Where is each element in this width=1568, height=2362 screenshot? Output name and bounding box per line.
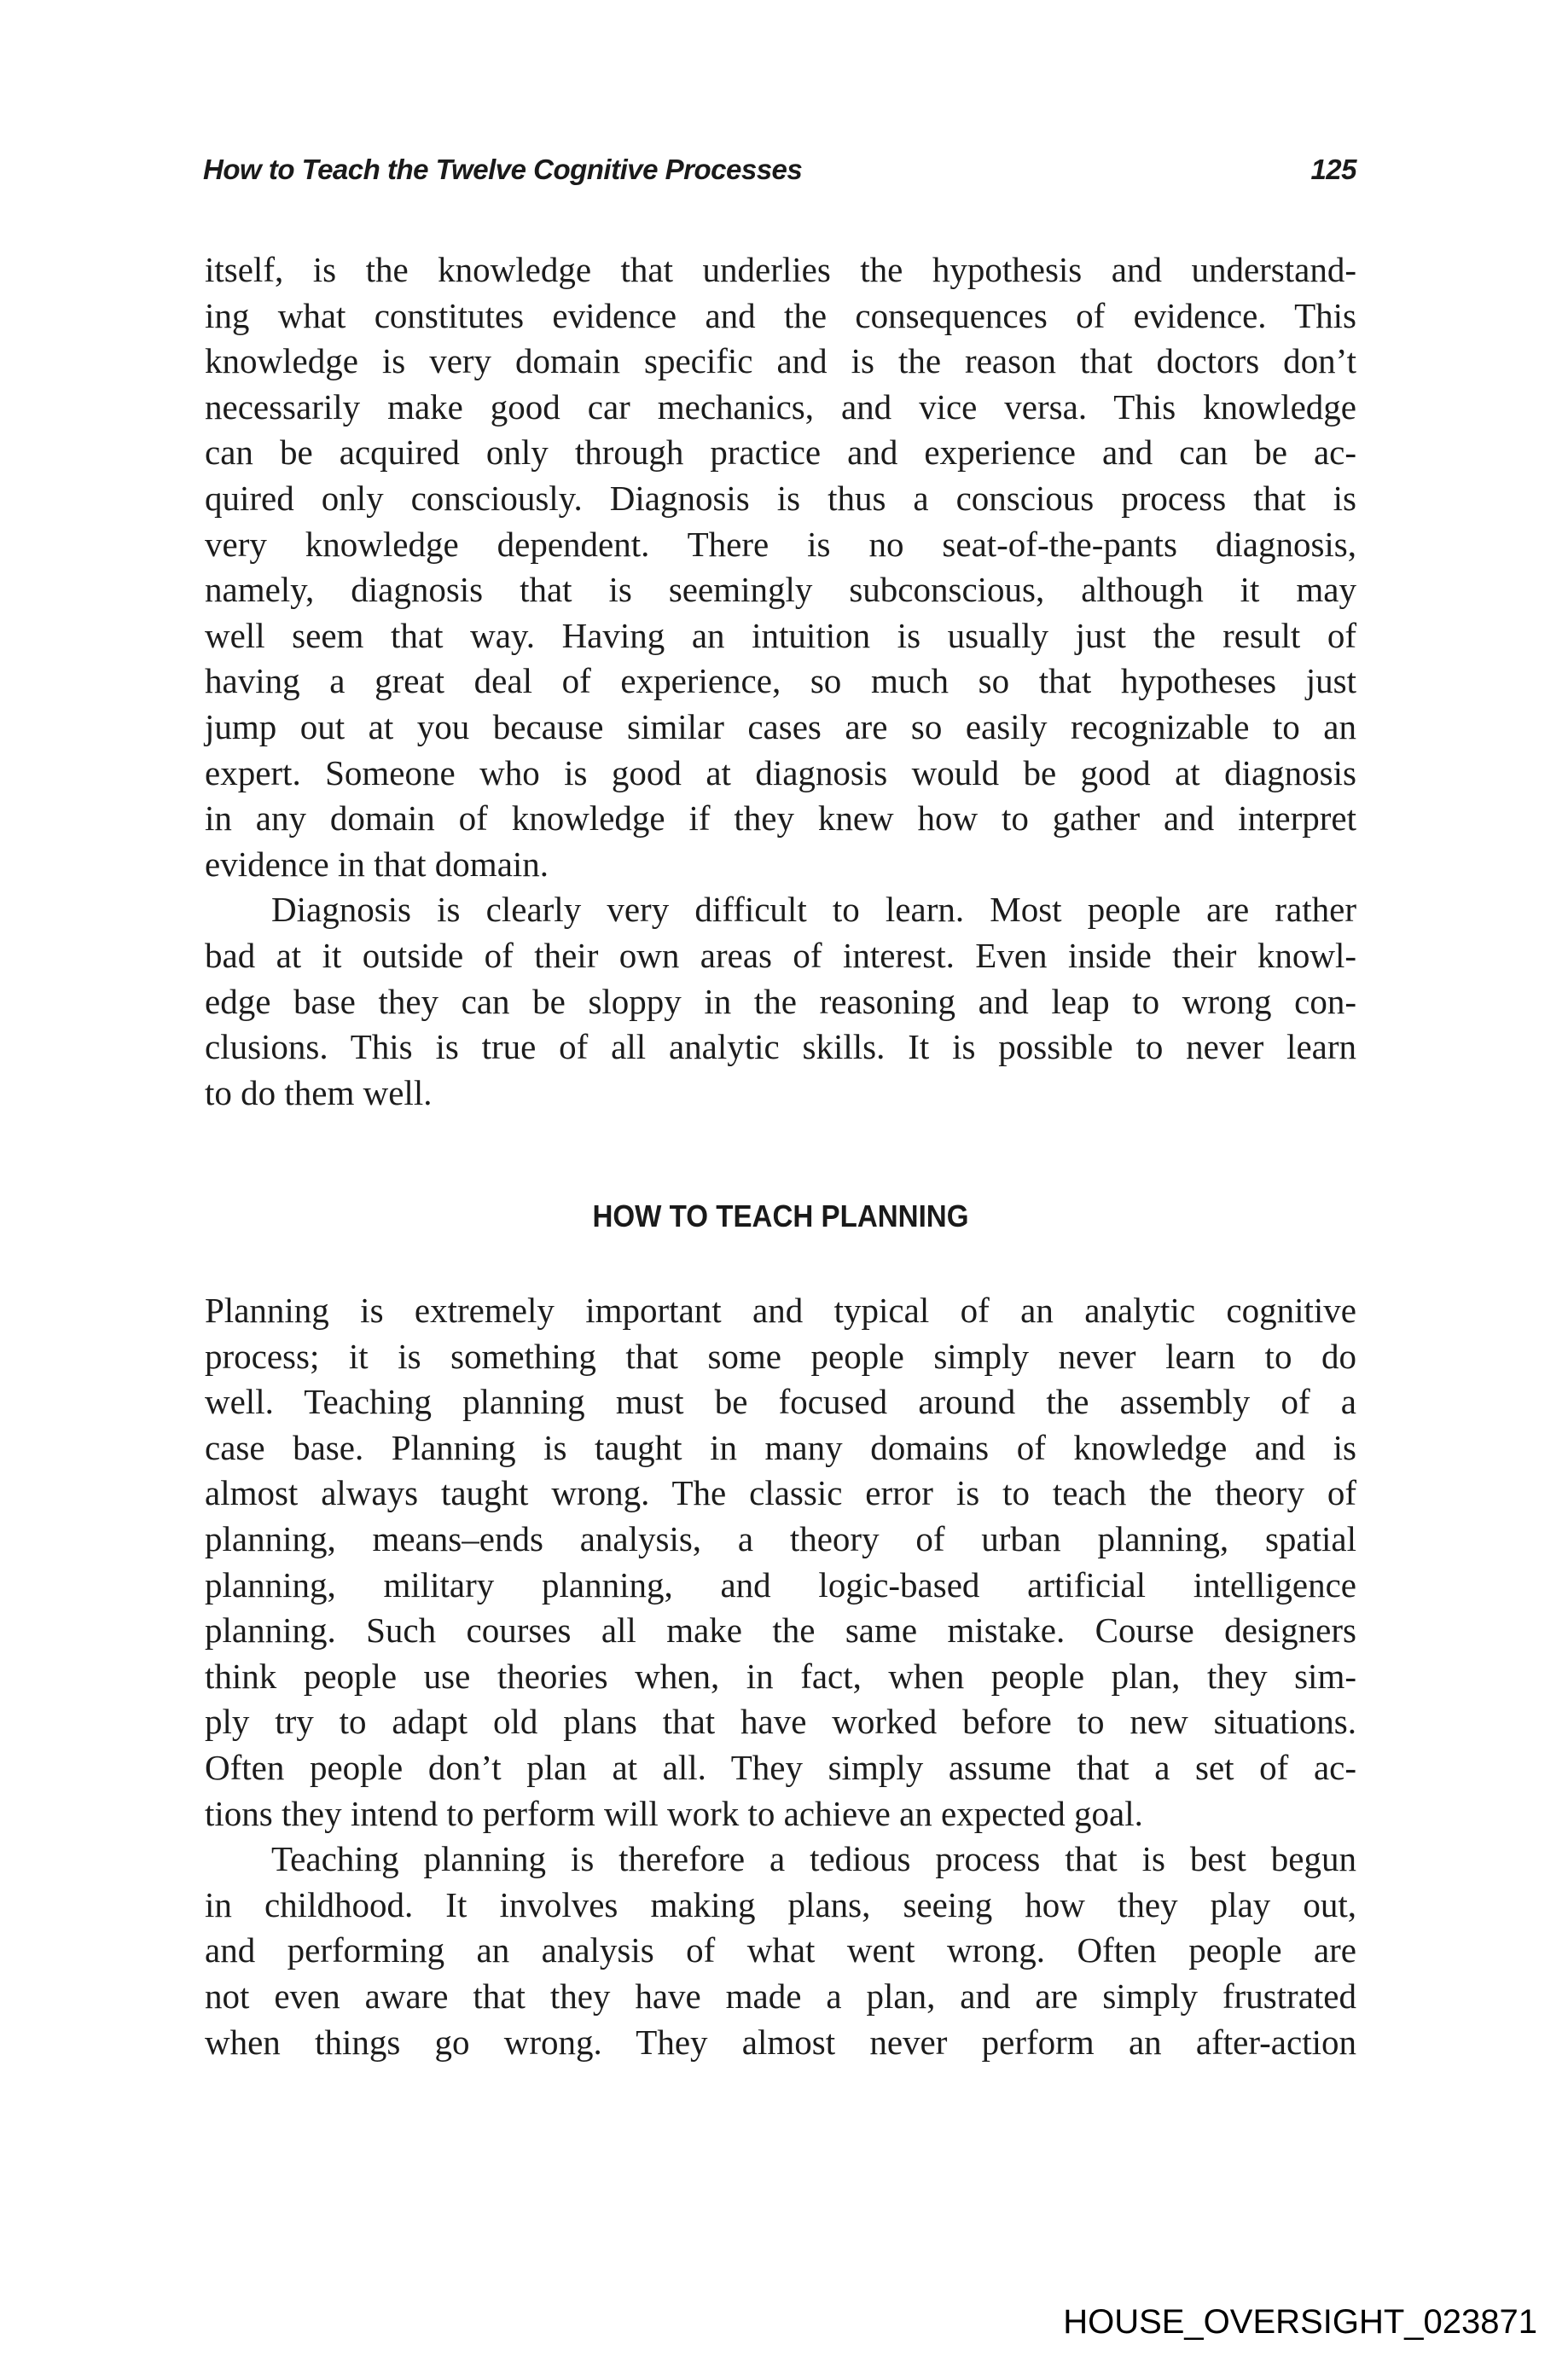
text-line: planning. Such courses all make the same mistake. Course designers xyxy=(205,1610,1356,1651)
text-line: bad at it outside of their own areas of interest. Even inside their knowl- xyxy=(205,935,1356,975)
paragraph-first-line: Teaching planning is therefore a tedious process that is best begun xyxy=(271,1839,1356,1879)
text-line: well. Teaching planning must be focused around the assembly of a xyxy=(205,1382,1356,1422)
text-line: very knowledge dependent. There is no seat-of-the-pants diagnosis, xyxy=(205,524,1356,564)
text-line: knowledge is very domain specific and is the reason that doctors don’t xyxy=(205,341,1356,381)
text-line: Planning is extremely important and typical of an analytic cognitive xyxy=(205,1291,1356,1330)
body-section-planning xyxy=(205,1288,1356,2065)
text-line: quired only consciously. Diagnosis is thus a conscious process that is xyxy=(205,478,1356,518)
text-line: in any domain of knowledge if they knew how to gather and interpret xyxy=(205,798,1356,839)
running-title: How to Teach the Twelve Cognitive Processes xyxy=(203,154,803,185)
text-line: necessarily make good car mechanics, and vice versa. This knowledge xyxy=(205,386,1356,427)
text-line: think people use theories when, in fact, when people plan, they sim- xyxy=(205,1656,1356,1696)
text-line: namely, diagnosis that is seemingly subconscious, although it may xyxy=(205,570,1356,610)
text-line: Often people don’t plan at all. They simply assume that a set of ac- xyxy=(205,1747,1356,1787)
text-line: ply try to adapt old plans that have worked before to new situations. xyxy=(205,1702,1356,1742)
text-line: and performing an analysis of what went wrong. Often people are xyxy=(205,1930,1356,1970)
text-line: tions they intend to perform will work to achieve an expected goal. xyxy=(205,1793,1143,1833)
text-line: clusions. This is true of all analytic skills. It is possible to never learn xyxy=(205,1027,1356,1067)
text-line: when things go wrong. They almost never perform an after-action xyxy=(205,2022,1356,2062)
body-section-diagnosis xyxy=(205,247,1356,1116)
paragraph-first-line: Diagnosis is clearly very difficult to learn. Most people are rather xyxy=(271,890,1356,930)
text-line: almost always taught wrong. The classic error is to teach the theory of xyxy=(205,1473,1356,1513)
bates-number: HOUSE_OVERSIGHT_023871 xyxy=(1063,2303,1537,2341)
text-line: planning, means–ends analysis, a theory of urban planning, spatial xyxy=(205,1518,1356,1558)
text-line: in childhood. It involves making plans, seeing how they play out, xyxy=(205,1884,1356,1924)
text-line: jump out at you because similar cases are so easily recognizable to an xyxy=(205,706,1356,746)
page-number: 125 xyxy=(1310,154,1356,185)
text-line: process; it is something that some people simply never learn to do xyxy=(205,1336,1356,1376)
text-line: having a great deal of experience, so much so that hypotheses just xyxy=(205,661,1356,701)
text-line: case base. Planning is taught in many domains of knowledge and is xyxy=(205,1427,1356,1467)
text-line: expert. Someone who is good at diagnosis would be good at diagnosis xyxy=(205,752,1356,792)
text-line: to do them well. xyxy=(205,1072,433,1112)
text-line: edge base they can be sloppy in the reasoning and leap to wrong con- xyxy=(205,981,1356,1021)
text-line: not even aware that they have made a plan, and are simply frustrated xyxy=(205,1976,1356,2016)
text-line: ing what constitutes evidence and the consequences of evidence. This xyxy=(205,295,1356,335)
text-line: itself, is the knowledge that underlies the hypothesis and understand- xyxy=(205,250,1356,289)
section-heading: HOW TO TEACH PLANNING xyxy=(592,1198,969,1233)
text-line: evidence in that domain. xyxy=(205,844,549,884)
text-line: planning, military planning, and logic-based artificial intelligence xyxy=(205,1564,1356,1605)
text-line: well seem that way. Having an intuition is usually just the result of xyxy=(205,615,1356,655)
running-header xyxy=(203,154,1356,196)
text-line: can be acquired only through practice and experience and can be ac- xyxy=(205,432,1356,473)
